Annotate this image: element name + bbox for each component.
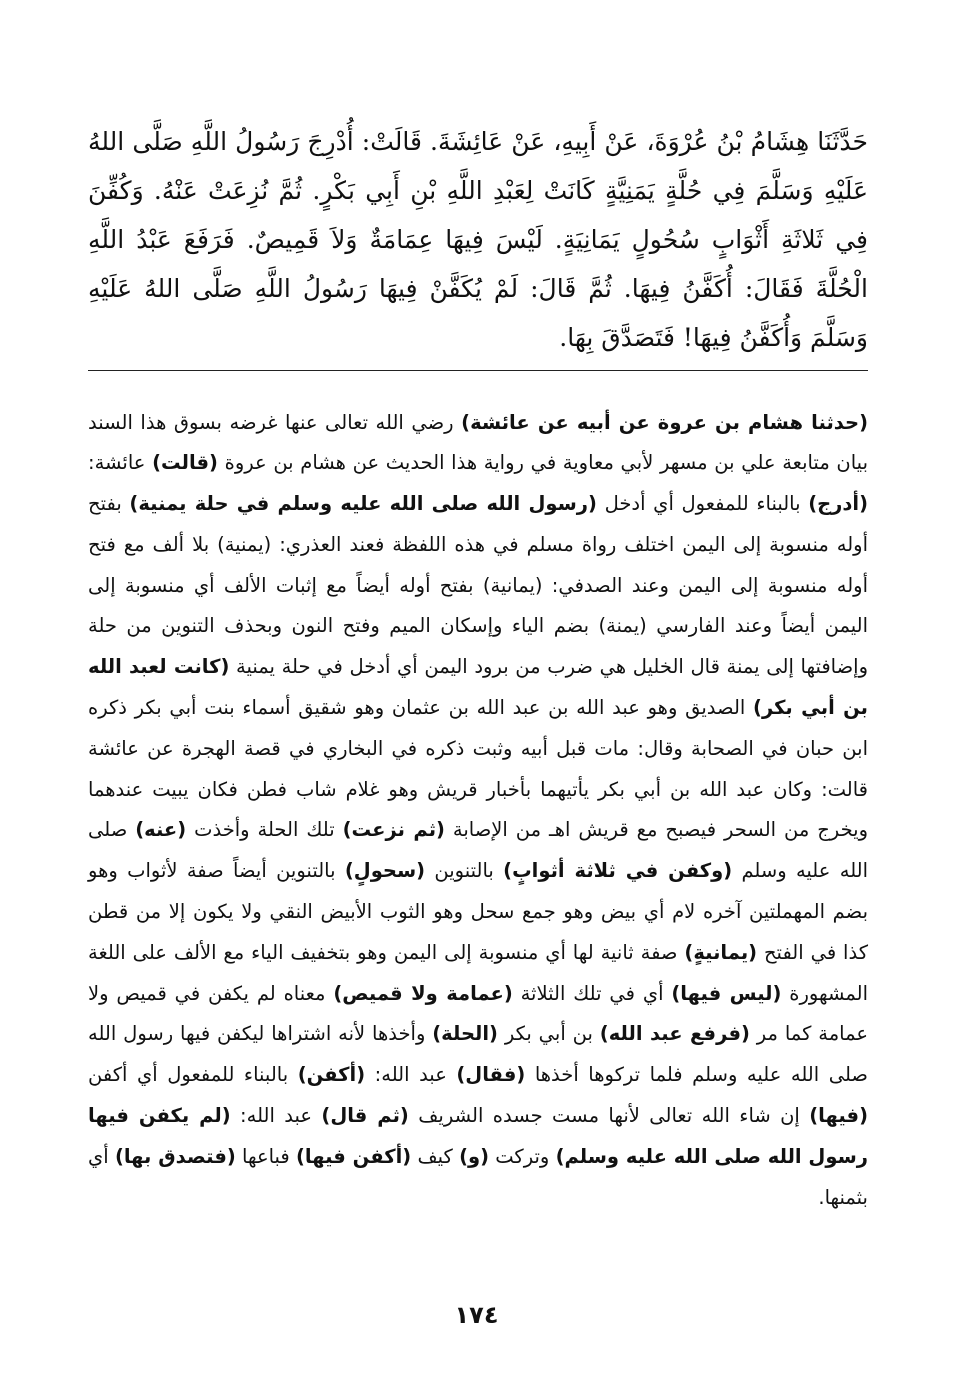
commentary-segment: عبد الله: [365, 1063, 457, 1087]
quoted-hadith-phrase: (رسول الله صلى الله عليه وسلم في حلة يمنية) [129, 492, 597, 516]
commentary-segment: وأخذها لأنه اشتراها ليكفن فيها رسول الله صلى الله عليه وسلم فلما تركوها أخذها [88, 1022, 868, 1087]
commentary-segment: صلى الله عليه وسلم [88, 818, 869, 883]
quoted-hadith-phrase: (يمانيةٍ) [684, 940, 758, 964]
commentary-segment: بن أبي بكر [497, 1022, 600, 1046]
commentary-segment: الصديق وهو عبد الله بن عبد الله بن عثمان وهو شقيق أسماء بنت أبي بكر ذكره ابن حبان في الصحابة وقال: مات قبل أبيه وثبت ذكره في البخاري في قصة الهجرة عن عائشة قالت: وكان عبد الله بن أبي بكر يأتيهما بأخبار قريش وهو غلام شاب فطن فكان يبيت عندهما ويخرج من السحر فيصبح مع قريش اهـ من الإصابة [88, 696, 869, 842]
quoted-hadith-phrase: (فقال) [456, 1063, 526, 1087]
quoted-hadith-phrase: (ثم قال) [321, 1104, 409, 1128]
page-number: ١٧٤ [454, 1301, 499, 1329]
quoted-hadith-phrase: (كانت لعبد الله بن أبي بكر) [88, 655, 868, 720]
quoted-hadith-phrase: (لم يكفن فيها رسول الله صلى الله عليه وسلم) [88, 1104, 868, 1168]
commentary-segment: معناه لم يكفن في قميص ولا عمامة كما مر [88, 981, 868, 1046]
commentary-segment: وتركت [489, 1144, 556, 1168]
quoted-hadith-phrase: (فتصدق بها) [114, 1144, 236, 1168]
commentary-segment: بالتنوين [425, 859, 504, 883]
quoted-hadith-phrase: (الحلة) [432, 1022, 498, 1046]
quoted-hadith-phrase: (حدثنا هشام بن عروة عن أبيه عن عائشة) [461, 410, 868, 434]
quoted-hadith-phrase: (ليس فيها) [671, 981, 782, 1005]
commentary-segment: رضي الله تعالى عنها غرضه بسوق هذا السند بيان متابعة علي بن مسهر لأبي معاوية في رواية هذا الحديث عن هشام بن عروة [88, 410, 868, 475]
quoted-hadith-phrase: (قالت) [152, 451, 218, 475]
commentary-segment: صفة ثانية لها أي منسوبة إلى اليمن وهو بتخفيف الياء مع الألف على اللغة المشهورة [88, 940, 869, 1005]
quoted-hadith-phrase: (أدرج) [808, 492, 868, 516]
footnote-divider [88, 370, 868, 371]
quoted-hadith-phrase: (وكفن في ثلاثة أثوابٍ) [503, 859, 733, 883]
commentary-segment: فباعها [235, 1144, 296, 1168]
quoted-hadith-phrase: (عنه) [135, 818, 187, 842]
commentary-segment: بالتنوين أيضاً صفة لأثواب وهو بضم المهملتين آخره لام أي بيض وهو جمع سحل وهو الثوب الأبيض النقي ولا يكون إلا من قطن كذا في الفتح [88, 859, 868, 964]
commentary-segment: أي بثمنها. [88, 1144, 868, 1209]
commentary-segment: إن شاء الله تعالى لأنها مست جسده الشريف [408, 1104, 810, 1128]
commentary-segment: عائشة: [88, 451, 153, 475]
commentary-segment: بفتح أوله منسوبة إلى اليمن اختلف رواة مسلم في هذه اللفظة فعند العذري: (يمنية) بلا ألف مع فتح أوله منسوبة إلى اليمن وعند الصدفي: (يمانية) بفتح أوله أيضاً مع إثبات الألف أي منسوبة إلى اليمن أيضاً وعند الفارسي (يمنة) بضم الياء وإسكان الميم وفتح النون وبحذف التنوين من حلة وإضافتها إلى يمنة قال الخليل هي ضرب من برود اليمن أي أدخل في حلة يمنية [88, 492, 868, 679]
quoted-hadith-phrase: (و) [459, 1144, 490, 1168]
commentary-segment: كيف [411, 1144, 460, 1168]
commentary-segment: أي في تلك الثلاثة [512, 981, 672, 1005]
quoted-hadith-phrase: (فيها) [809, 1104, 868, 1128]
quoted-hadith-phrase: (ثم نزعت) [342, 818, 445, 842]
commentary-segment: بالبناء للمفعول أي أكفن [88, 1063, 298, 1087]
hadith-text: حَدَّثَنَا هِشَامُ بْنُ عُرْوَةَ، عَنْ أَبِيهِ، عَنْ عَائِشَةَ. قَالَتْ: أُدْرِجَ رَسُولُ اللَّهِ صَلَّى اللهُ عَلَيْهِ وَسَلَّمَ فِي حُلَّةٍ يَمَنِيَّةٍ كَانَتْ لِعَبْدِ اللَّهِ بْنِ أَبِي بَكْرٍ. ثُمَّ نُزِعَتْ عَنْهُ. وَكُفِّنَ فِي ثَلاثَةِ أَثْوَابٍ سُحُولٍ يَمَانِيَةٍ. لَيْسَ فِيهَا عِمَامَةٌ وَلاَ قَمِيصٌ. فَرَفَعَ عَبْدُ اللَّهِ الْحُلَّةَ فَقَالَ: أُكَفَّنُ فِيهَا. ثُمَّ قَالَ: لَمْ يُكَفَّنْ فِيهَا رَسُولُ اللَّهِ صَلَّى اللهُ عَلَيْهِ وَسَلَّمَ وَأُكَفَّنُ فِيهَا! فَتَصَدَّقَ بِهَا. [88, 127, 868, 352]
commentary-segment: عبد الله: [230, 1104, 322, 1128]
quoted-hadith-phrase: (سحولٍ) [344, 859, 426, 883]
commentary-segment: تلك الحلة وأخذت [186, 818, 343, 842]
quoted-hadith-phrase: (أكفن) [297, 1063, 366, 1087]
commentary-segment: بالبناء للمفعول أي أدخل [596, 492, 809, 516]
quoted-hadith-phrase: (فرفع عبد الله) [599, 1022, 750, 1046]
quoted-hadith-phrase: (عمامة ولا قميص) [333, 981, 513, 1005]
quoted-hadith-phrase: (أكفن فيها) [295, 1144, 412, 1168]
commentary-text [88, 403, 868, 1219]
